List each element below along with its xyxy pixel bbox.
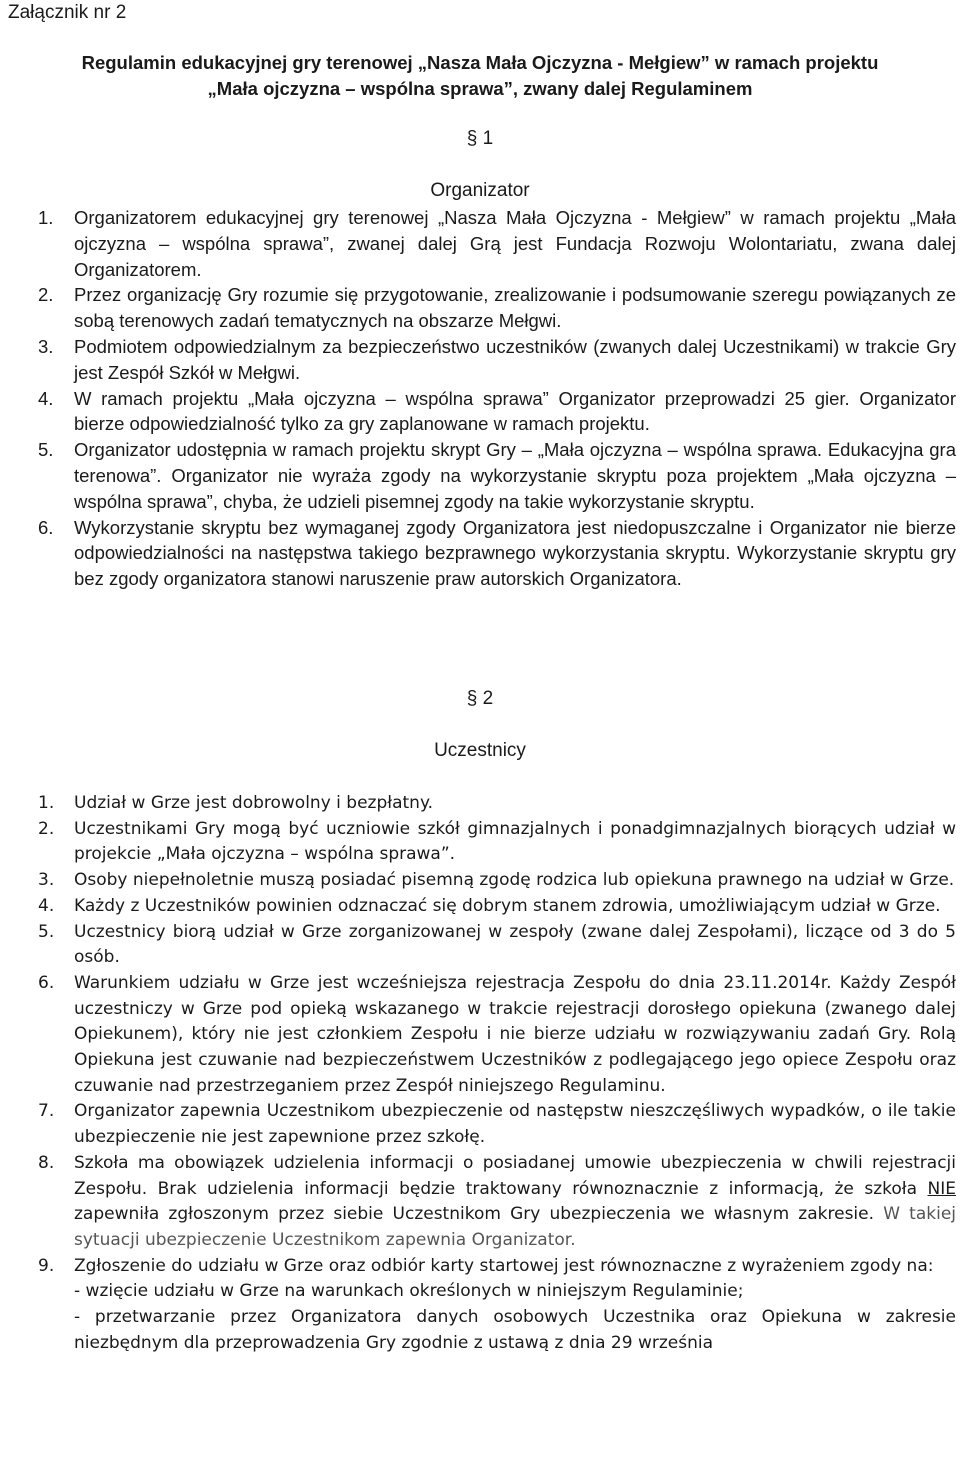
section-1-name: Organizator <box>430 180 530 201</box>
list-item <box>0 282 956 334</box>
item-number: 1. <box>38 207 54 228</box>
list-item <box>0 437 956 514</box>
item-number: 7. <box>38 1101 55 1122</box>
item-text: Podmiotem odpowiedzialnym za bezpieczeństwo uczestników (zwanych dalej Uczestnikami) w trakcie Gry jest Zespół Szkół w Mełgwi. <box>74 335 956 383</box>
item-number: 3. <box>38 335 54 357</box>
section-2-name: Uczestnicy <box>434 740 526 761</box>
item-number: 8. <box>38 1152 55 1173</box>
list-item <box>0 515 956 592</box>
item-text: Organizator udostępnia w ramach projektu skrypt Gry – „Mała ojczyzna – wspólna sprawa. Edukacyjna gra terenowa”. Organizator nie wyraża zgody na wykorzystanie skryptu poza projektem „Mała ojczyzna – wspólna sprawa”, chyba, że udzieli pisemnej zgody na takie wykorzystanie skryptu. <box>74 439 956 512</box>
item-text: Przez organizację Gry rozumie się przygotowanie, zrealizowanie i podsumowanie szeregu powiązanych ze sobą terenowych zadań tematycznych na obszarze Mełgwi. <box>74 284 956 332</box>
item-text: Organizatorem edukacyjnej gry terenowej „Nasza Mała Ojczyzna - Mełgiew” w ramach projektu „Mała ojczyzna – wspólna sprawa”, zwanej dalej Grą jest Fundacja Rozwoju Wolontariatu, zwana dalej Organizatorem. <box>74 207 956 280</box>
list-item <box>0 868 956 894</box>
item-number: 5. <box>38 439 54 461</box>
item-number: 9. <box>38 1255 55 1276</box>
item-text: Wykorzystanie skryptu bez wymaganej zgody Organizatora jest niedopuszczalne i Organizator nie bierze odpowiedzialności na następstwa takiego bezprawnego wykorzystania skryptu. Wykorzystanie skryptu gry bez zgody organizatora stanowi naruszenie praw autorskich Organizatora. <box>74 516 956 590</box>
item-number: 2. <box>38 818 55 839</box>
list-item <box>0 1151 956 1254</box>
title-line-1: Regulamin edukacyjnej gry terenowej „Nasza Mała Ojczyzna - Mełgiew” w ramach projektu <box>81 52 879 73</box>
item-number: 2. <box>38 284 54 306</box>
item-text: Każdy z Uczestników powinien odznaczać się dobrym stanem zdrowia, umożliwiającym udział w Grze. <box>74 895 941 916</box>
list-item <box>0 817 956 868</box>
item-number: 4. <box>38 895 55 916</box>
section-2-list <box>0 791 956 1356</box>
item-text: Warunkiem udziału w Grze jest wcześniejsza rejestracja Zespołu do dnia 23.11.2014r. Każdy Zespół uczestniczy w Grze pod opieką wskazanego w trakcie rejestracji dorosłego opiekuna (zwanego dalej Opiekunem), który nie jest członkiem Zespołu i nie bierze udziału w rozwiązywaniu zadań Gry. Rolą Opiekuna jest czuwanie nad bezpieczeństwem Uczestników z podlegającego jego opiece Zespołu oraz czuwanie nad przestrzeganiem przez Zespół niniejszego Regulaminu. <box>74 972 956 1096</box>
list-item <box>0 386 956 438</box>
item-text: Osoby niepełnoletnie muszą posiadać pisemną zgodę rodzica lub opiekuna prawnego na udział w Grze. <box>74 870 955 891</box>
section-2-number: § 2 <box>466 688 494 709</box>
list-item <box>0 334 956 386</box>
item-text: Zgłoszenie do udziału w Grze oraz odbiór karty startowej jest równoznaczne z wyrażeniem zgody na: <box>74 1255 934 1276</box>
list-item <box>0 971 956 1100</box>
list-item <box>0 205 956 282</box>
item-text: Uczestnikami Gry mogą być uczniowie szkół gimnazjalnych i ponadgimnazjalnych biorących udział w projekcie „Mała ojczyzna – wspólna sprawa”. <box>74 818 956 865</box>
item-number: 1. <box>38 793 55 813</box>
section-1-number: § 1 <box>466 128 494 149</box>
item-number: 3. <box>38 870 55 891</box>
list-item <box>0 1099 956 1150</box>
item-text-c: W takiej sytuacji ubezpieczenie Uczestnikom zapewnia Organizator. <box>74 1204 956 1250</box>
list-item <box>0 920 956 971</box>
item-number: 5. <box>38 921 55 942</box>
list-item <box>0 791 956 817</box>
item-text-b: zapewniła zgłoszonym przez siebie Uczestnikom Gry ubezpieczenia we własnym zakresie. <box>74 1204 875 1225</box>
document-title <box>8 50 952 102</box>
sub-item: - wzięcie udziału w Grze na warunkach określonych w niniejszym Regulaminie; <box>74 1281 744 1302</box>
item-number: 6. <box>38 972 55 993</box>
item-text: Uczestnicy biorą udział w Grze zorganizowanej w zespoły (zwane dalej Zespołami), liczące od 3 do 5 osób. <box>74 921 956 968</box>
item-text-a: Szkoła ma obowiązek udzielenia informacji o posiadanej umowie ubezpieczenia w chwili rejestracji Zespołu. Brak udzielenia informacji będzie traktowany równoznacznie z informacją, że szkoła <box>74 1152 956 1199</box>
emphasis-nie: NIE <box>927 1178 957 1199</box>
list-item <box>0 894 956 920</box>
section-1-list <box>0 205 956 592</box>
item-number: 6. <box>38 516 54 538</box>
item-text: W ramach projektu „Mała ojczyzna – wspólna sprawa” Organizator przeprowadzi 25 gier. Organizator bierze odpowiedzialność tylko za gry zaplanowane w ramach projektu. <box>74 387 956 435</box>
annex-label: Załącznik nr 2 <box>8 2 127 23</box>
item-number: 4. <box>38 387 54 409</box>
sub-item: - przetwarzanie przez Organizatora danych osobowych Uczestnika oraz Opiekuna w zakresie niezbędnym dla przeprowadzenia Gry zgodnie z ustawą z dnia 29 września <box>74 1307 956 1353</box>
list-item <box>0 1254 956 1357</box>
item-text: Organizator zapewnia Uczestnikom ubezpieczenie od następstw nieszczęśliwych wypadków, o ile takie ubezpieczenie nie jest zapewnione przez szkołę. <box>74 1101 956 1148</box>
item-text: Udział w Grze jest dobrowolny i bezpłatny. <box>74 793 433 813</box>
title-line-2: „Mała ojczyzna – wspólna sprawa”, zwany dalej Regulaminem <box>207 78 753 99</box>
